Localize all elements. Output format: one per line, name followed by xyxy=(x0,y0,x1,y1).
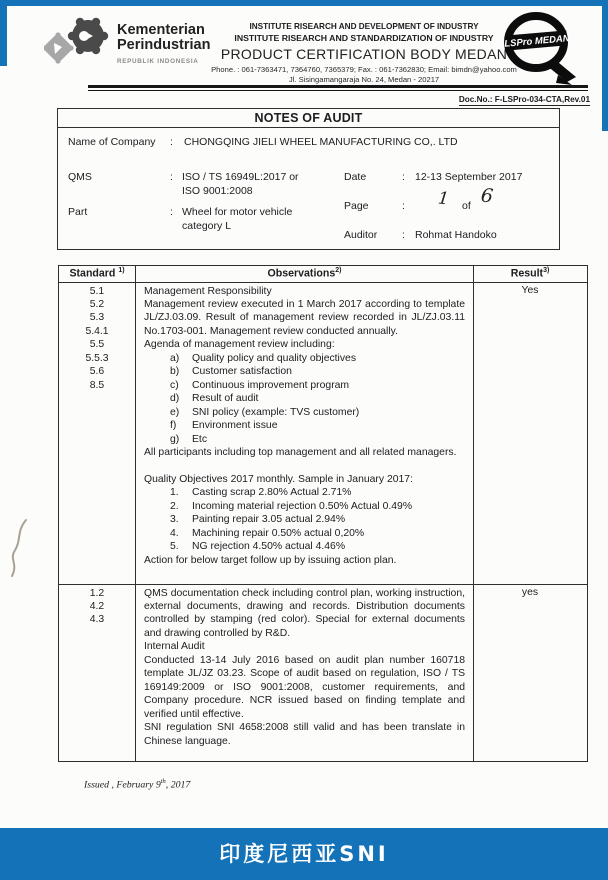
standard-ref: 8.5 xyxy=(89,379,105,391)
standard-ref: 5.4.1 xyxy=(85,325,109,337)
qms-value-line1: ISO / TS 16949L:2017 or xyxy=(182,171,299,183)
observation-paragraph: SNI regulation SNI 4658:2008 still valid and has been translate in Chinese language. xyxy=(144,722,465,747)
result-cell: yes xyxy=(521,586,539,598)
objectives-intro: Quality Objectives 2017 monthly. Sample in January 2017: xyxy=(144,473,413,485)
agenda-item: f) Environment issue xyxy=(170,420,278,432)
standard-ref: 5.3 xyxy=(89,312,105,324)
pen-mark xyxy=(6,518,32,578)
company-label: Name of Company xyxy=(68,136,156,148)
colon: : xyxy=(402,200,405,212)
observation-heading: Internal Audit xyxy=(144,641,205,653)
standard-refs xyxy=(59,585,136,761)
auditor-label: Auditor xyxy=(344,229,378,241)
observation-paragraph: QMS documentation check including control plan, working instruction, external documents, drawing and records. Distribution documents controlled by stamping (red color). Special for external documents and drawing controlled by R&D. xyxy=(144,587,465,639)
standard-ref: 4.2 xyxy=(89,600,105,612)
lspro-logo-text: LSPro MEDAN xyxy=(503,33,571,50)
colon: : xyxy=(170,171,173,183)
page-total-handwritten: 6 xyxy=(479,184,495,208)
header-divider-rule xyxy=(88,85,588,91)
observations-cell xyxy=(136,585,474,761)
action-note: Action for below target follow up by issuing action plan. xyxy=(144,554,397,566)
observations-cell xyxy=(136,283,474,584)
ministry-name-line1: Kementerian xyxy=(117,22,205,38)
standard-ref: 4.3 xyxy=(89,614,105,626)
address-line: Jl. Sisingamangaraja No. 24, Medan - 20217 xyxy=(288,75,440,84)
agenda-item: c) Continuous improvement program xyxy=(170,379,350,391)
agenda-item: e) SNI policy (example: TVS customer) xyxy=(170,406,360,418)
certification-body-name: PRODUCT CERTIFICATION BODY MEDAN xyxy=(220,46,508,62)
table-header-row xyxy=(59,266,587,283)
agenda-item: g) Etc xyxy=(170,433,208,445)
ministry-name-line3: REPUBLIK INDONESIA xyxy=(117,58,199,65)
standard-ref: 5.6 xyxy=(89,366,105,378)
left-blue-edge xyxy=(0,0,7,66)
objective-item: 4. Machining repair 0.50% actual 0,20% xyxy=(170,527,365,539)
part-label: Part xyxy=(68,206,88,218)
notes-of-audit-box xyxy=(57,108,560,250)
colon: : xyxy=(170,206,173,218)
ministry-name-line2: Perindustrian xyxy=(117,37,211,53)
colon: : xyxy=(170,136,173,148)
qms-value-line2: ISO 9001:2008 xyxy=(182,185,253,197)
colon: : xyxy=(402,229,405,241)
part-value-line1: Wheel for motor vehicle xyxy=(182,206,293,218)
agenda-item: b) Customer satisfaction xyxy=(170,366,292,378)
part-value-line2: category L xyxy=(182,220,232,232)
date-value: 12-13 September 2017 xyxy=(415,171,523,183)
agenda-intro: Agenda of management review including: xyxy=(144,339,335,351)
top-blue-edge xyxy=(0,0,608,6)
table-row xyxy=(59,283,587,585)
issued-date-line: Issued , February 9th, 2017 xyxy=(84,778,191,791)
company-value: CHONGQING JIELI WHEEL MANUFACTURING CO,. LTD xyxy=(184,136,458,148)
observation-heading: Management Responsibility xyxy=(144,285,272,297)
standard-ref: 5.1 xyxy=(89,285,105,297)
standard-ref: 5.5.3 xyxy=(85,352,109,364)
page-of-label: of xyxy=(462,200,471,212)
table-row xyxy=(59,585,587,761)
result-column-header: Result$^{3)}$ xyxy=(510,267,550,280)
objective-item: 3. Painting repair 3.05 actual 2.94% xyxy=(170,514,346,526)
agenda-item: d) Result of audit xyxy=(170,393,259,405)
agenda-item: a) Quality policy and quality objectives xyxy=(170,352,357,364)
auditor-value: Rohmat Handoko xyxy=(415,229,497,241)
qms-label: QMS xyxy=(68,171,92,183)
participants-note: All participants including top management and all related managers. xyxy=(144,446,457,458)
standard-column-header: Standard $^{1)}$ xyxy=(59,266,136,282)
page-label: Page xyxy=(344,200,369,212)
result-cell: Yes xyxy=(521,284,539,296)
colon: : xyxy=(402,171,405,183)
objective-item: 5. NG rejection 4.50% actual 4.46% xyxy=(170,541,346,553)
audit-table xyxy=(58,265,588,762)
standard-refs xyxy=(59,283,136,584)
objective-item: 1. Casting scrap 2.80% Actual 2.71% xyxy=(170,487,352,499)
observation-paragraph: Management review executed in 1 March 2017 according to template JL/ZJ.03.09. Result of management review recorded in JL/ZJ.03.11 No.1703-001. Management review conducted annually. xyxy=(144,298,465,337)
standard-ref: 5.2 xyxy=(89,298,105,310)
observations-column-header: Observations$^{2)}$ xyxy=(136,266,474,282)
institute-line-2: INSTITUTE RISEARCH AND STANDARDIZATION OF INDUSTRY xyxy=(234,33,494,43)
right-blue-edge xyxy=(602,0,608,131)
lspro-medan-logo xyxy=(498,11,582,89)
dark-gear-icon xyxy=(68,18,108,54)
objective-item: 2. Incoming material rejection 0.50% Actual 0.49% xyxy=(170,500,413,512)
form-title: NOTES OF AUDIT xyxy=(58,109,559,128)
observation-paragraph: Conducted 13-14 July 2016 based on audit plan number 160718 template JL/JZ 03.23. Scope of audit based on regulation, ISO / TS 169149:2009 or ISO 9001:2008, customer requirements, and Company procedure. NCR issued based on finding template and verified until effective. xyxy=(144,654,465,720)
date-label: Date xyxy=(344,171,367,183)
standard-ref: 1.2 xyxy=(89,587,105,599)
document-number: Doc.No.: F-LSPro-034-CTA,Rev.01 xyxy=(458,95,590,104)
contact-line: Phone. : 061-7363471, 7364760, 7365379; Fax. : 061-7362830; Email: bimdn@yahoo.com xyxy=(211,65,517,74)
footer-banner: 印度尼西亚SNI xyxy=(0,828,608,880)
ministry-gears-logo xyxy=(44,16,116,70)
institute-line-1: INSTITUTE RISEARCH AND DEVELOPMENT OF INDUSTRY xyxy=(249,22,479,31)
page-current-handwritten: 1 xyxy=(436,188,450,210)
standard-ref: 5.5 xyxy=(89,339,105,351)
